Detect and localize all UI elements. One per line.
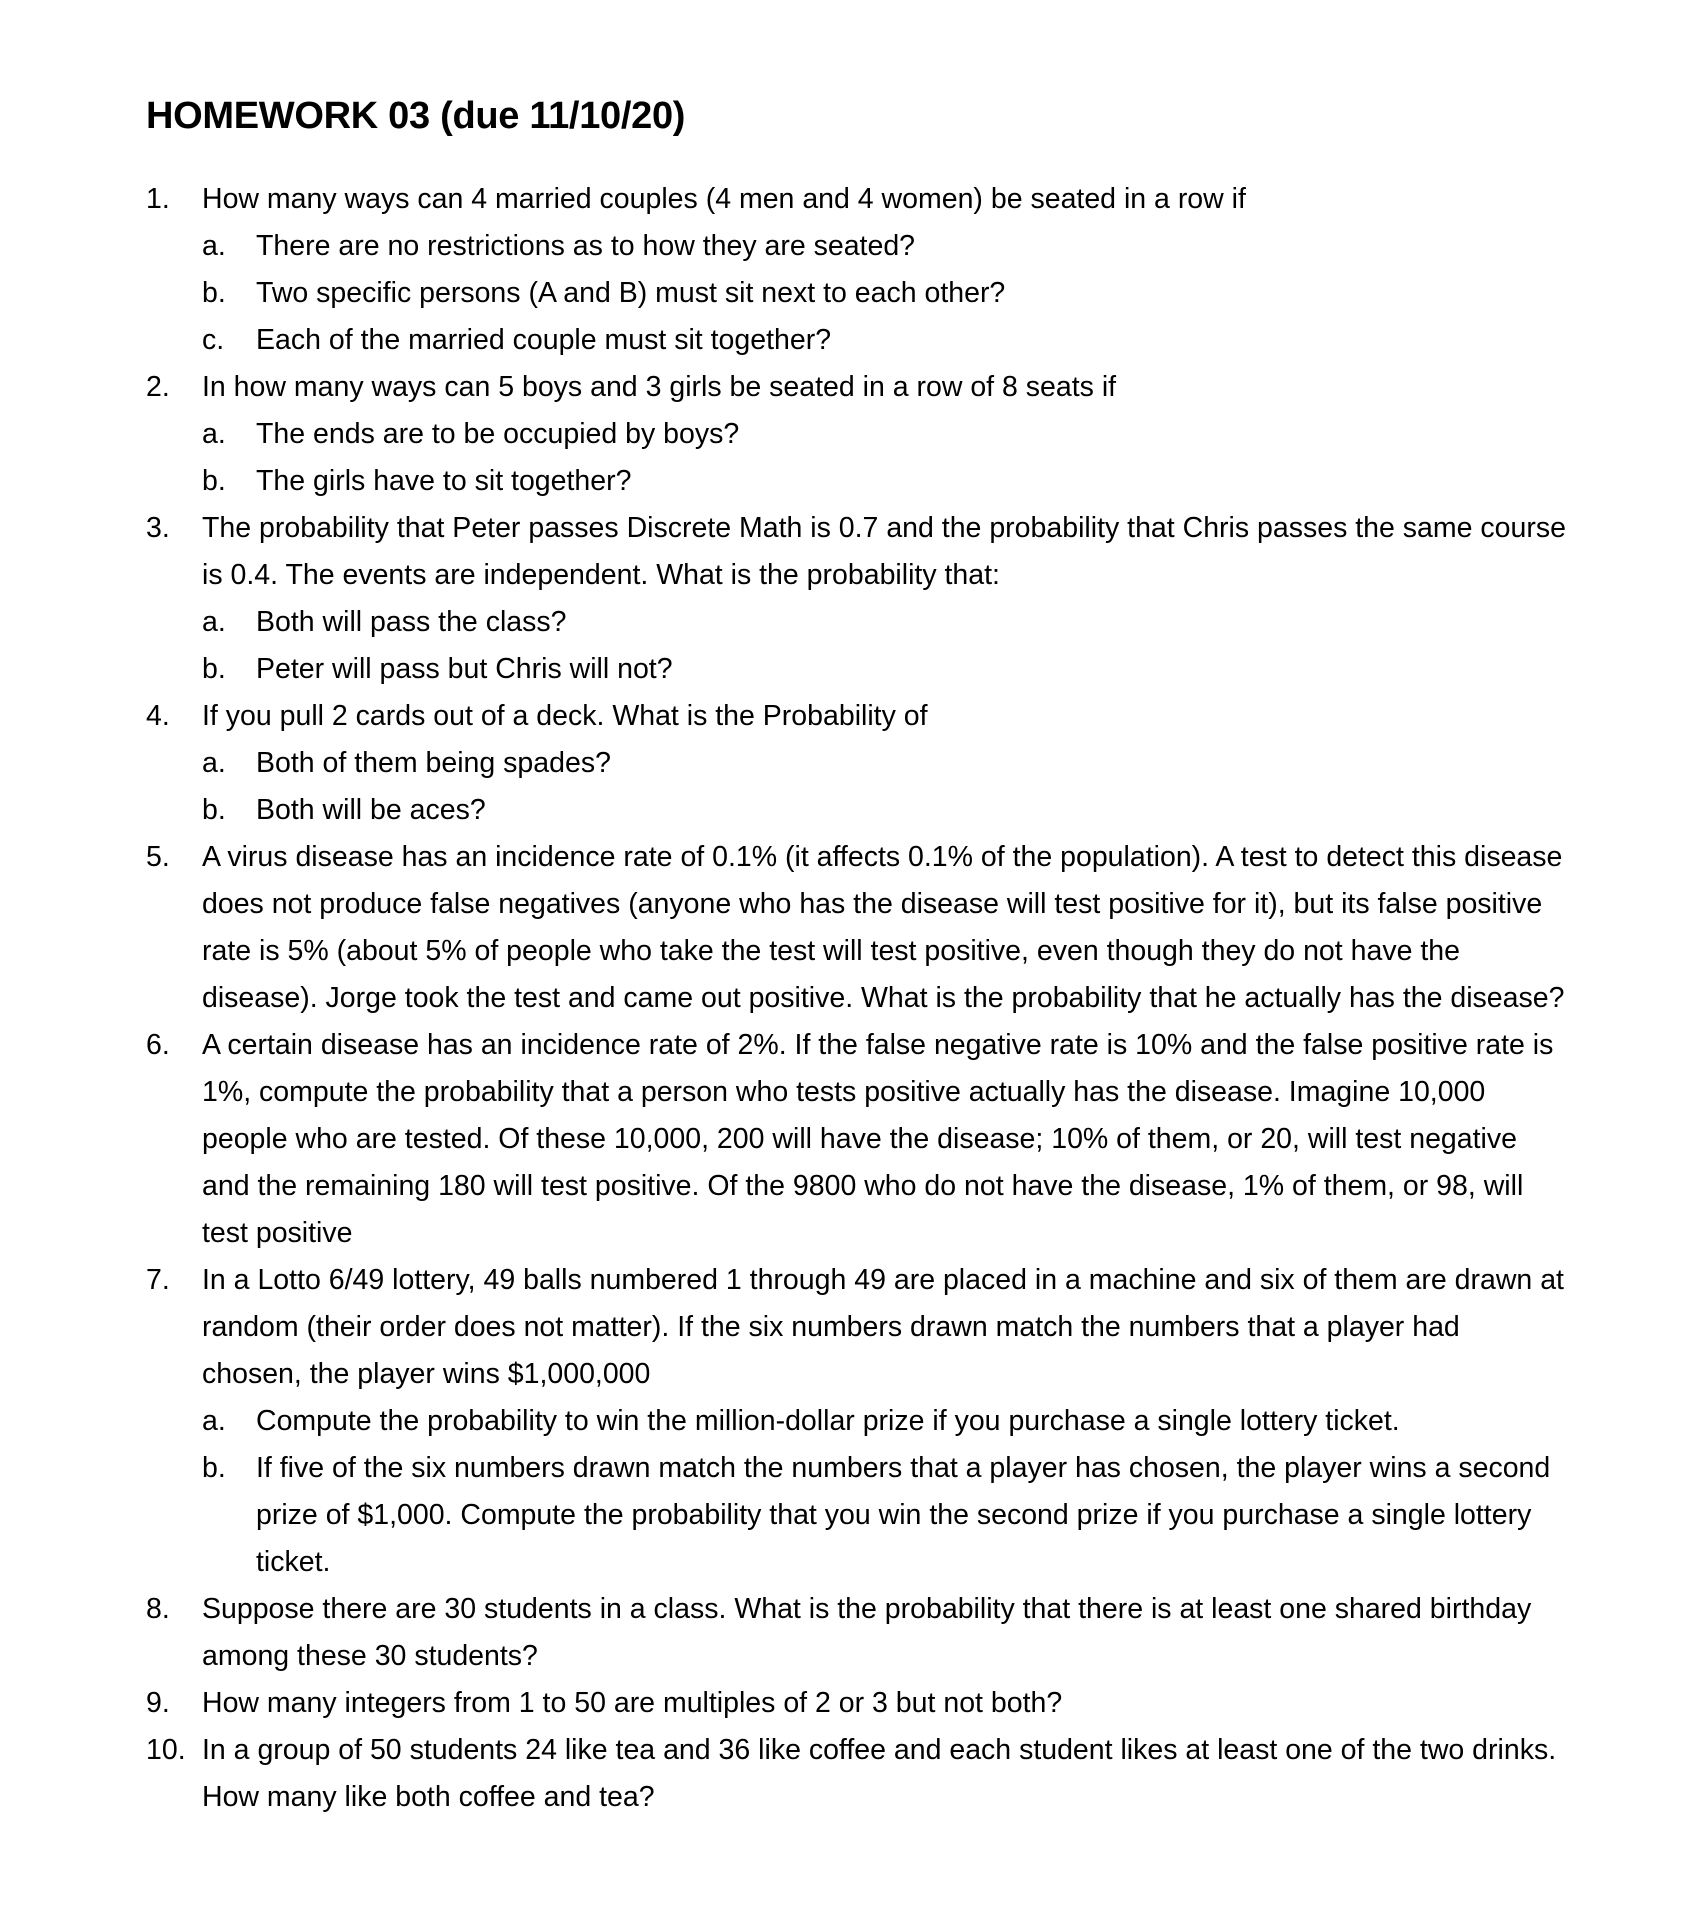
subquestion-text: Peter will pass but Chris will not?	[256, 653, 673, 685]
subquestion-text: If five of the six numbers drawn match the numbers that a player has chosen, the player wins a second prize of $1,000. Compute the probability that you win the second prize if you purchase a single lottery ticket.	[256, 1452, 1551, 1578]
subquestion-letter: a.	[202, 230, 226, 262]
subquestion-2a	[146, 411, 1566, 458]
subquestion-text: Both will be aces?	[256, 794, 486, 826]
subquestion-4a	[146, 740, 1566, 787]
question-7	[146, 1257, 1566, 1398]
question-9	[146, 1680, 1566, 1727]
question-number: 9.	[146, 1687, 170, 1719]
question-10	[146, 1727, 1566, 1821]
subquestion-letter: b.	[202, 277, 226, 309]
subquestion-letter: a.	[202, 606, 226, 638]
question-6	[146, 1022, 1566, 1257]
subquestion-1a	[146, 223, 1566, 270]
subquestion-letter: b.	[202, 794, 226, 826]
subquestion-3b	[146, 646, 1566, 693]
question-number: 6.	[146, 1029, 170, 1061]
question-text: A virus disease has an incidence rate of 0.1% (it affects 0.1% of the population). A test to detect this disease does not produce false negatives (anyone who has the disease will test positive for it), but its false positive rate is 5% (about 5% of people who take the test will test positive, even though they do not have the disease). Jorge took the test and came out positive. What is the probability that he actually has the disease?	[202, 841, 1565, 1014]
question-number: 3.	[146, 512, 170, 544]
question-number: 5.	[146, 841, 170, 873]
subquestion-letter: a.	[202, 747, 226, 779]
subquestion-7b	[146, 1445, 1566, 1586]
subquestion-letter: b.	[202, 465, 226, 497]
subquestion-text: Each of the married couple must sit together?	[256, 324, 832, 356]
page-title: HOMEWORK 03 (due 11/10/20)	[146, 95, 686, 137]
subquestion-1c	[146, 317, 1566, 364]
question-5	[146, 834, 1566, 1022]
question-8	[146, 1586, 1566, 1680]
subquestion-letter: b.	[202, 653, 226, 685]
subquestion-text: Compute the probability to win the million-dollar prize if you purchase a single lottery ticket.	[256, 1405, 1400, 1437]
subquestion-letter: b.	[202, 1452, 226, 1484]
question-2	[146, 364, 1566, 411]
subquestion-3a	[146, 599, 1566, 646]
subquestion-7a	[146, 1398, 1566, 1445]
question-text: How many integers from 1 to 50 are multiples of 2 or 3 but not both?	[202, 1687, 1063, 1719]
subquestion-text: The ends are to be occupied by boys?	[256, 418, 740, 450]
question-number: 8.	[146, 1593, 170, 1625]
subquestion-letter: a.	[202, 418, 226, 450]
question-number: 2.	[146, 371, 170, 403]
question-list	[146, 176, 1566, 1821]
subquestion-1b	[146, 270, 1566, 317]
question-text: The probability that Peter passes Discrete Math is 0.7 and the probability that Chris passes the same course is 0.4. The events are independent. What is the probability that:	[202, 512, 1566, 591]
question-number: 1.	[146, 183, 170, 215]
subquestion-letter: a.	[202, 1405, 226, 1437]
question-4	[146, 693, 1566, 740]
question-text: In a group of 50 students 24 like tea and 36 like coffee and each student likes at least one of the two drinks. How many like both coffee and tea?	[202, 1734, 1557, 1813]
question-number: 4.	[146, 700, 170, 732]
question-text: In how many ways can 5 boys and 3 girls be seated in a row of 8 seats if	[202, 371, 1117, 403]
subquestion-text: The girls have to sit together?	[256, 465, 632, 497]
subquestion-letter: c.	[202, 324, 225, 356]
question-text: Suppose there are 30 students in a class. What is the probability that there is at least one shared birthday among these 30 students?	[202, 1593, 1532, 1672]
question-number: 7.	[146, 1264, 170, 1296]
question-3	[146, 505, 1566, 599]
question-1	[146, 176, 1566, 223]
subquestion-text: There are no restrictions as to how they are seated?	[256, 230, 916, 262]
subquestion-text: Two specific persons (A and B) must sit next to each other?	[256, 277, 1006, 309]
subquestion-4b	[146, 787, 1566, 834]
subquestion-2b	[146, 458, 1566, 505]
question-number: 10.	[146, 1734, 186, 1766]
subquestion-text: Both of them being spades?	[256, 747, 611, 779]
subquestion-text: Both will pass the class?	[256, 606, 567, 638]
question-text: A certain disease has an incidence rate of 2%. If the false negative rate is 10% and the false positive rate is 1%, compute the probability that a person who tests positive actually has the disease. Imagine 10,000 people who are tested. Of these 10,000, 200 will have the disease; 10% of them, or 20, will test negative and the remaining 180 will test positive. Of the 9800 who do not have the disease, 1% of them, or 98, will test positive	[202, 1029, 1554, 1249]
question-text: In a Lotto 6/49 lottery, 49 balls numbered 1 through 49 are placed in a machine and six of them are drawn at random (their order does not matter). If the six numbers drawn match the numbers that a player had chosen, the player wins $1,000,000	[202, 1264, 1564, 1390]
question-text: If you pull 2 cards out of a deck. What is the Probability of	[202, 700, 928, 732]
question-text: How many ways can 4 married couples (4 men and 4 women) be seated in a row if	[202, 183, 1246, 215]
